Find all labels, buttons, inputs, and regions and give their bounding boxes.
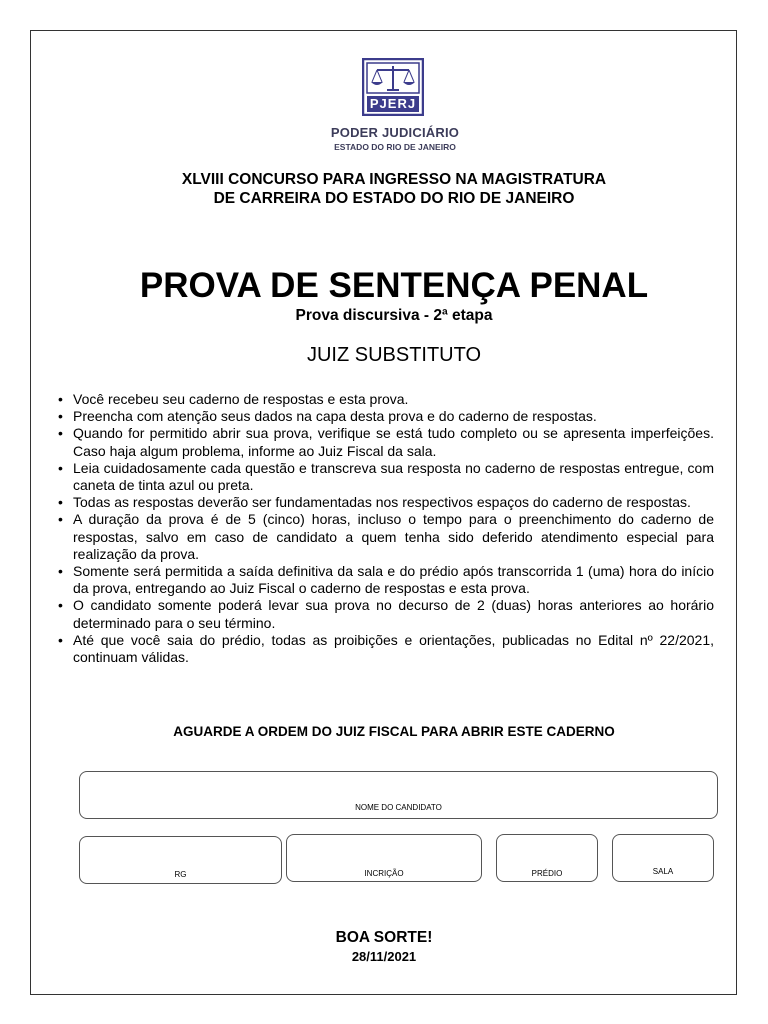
exam-subtitle: Prova discursiva - 2ª etapa xyxy=(295,307,493,324)
instruction-item: • Leia cuidadosamente cada questão e transcreva sua resposta no caderno de respostas entregue, com caneta de tinta azul ou preta. xyxy=(56,460,714,494)
instruction-item: • Somente será permitida a saída definitiva da sala e do prédio após transcorrida 1 (uma) hora do início da prova, entregando ao Juiz Fiscal o caderno de respostas e esta prova. xyxy=(56,563,714,597)
rg-label: RG xyxy=(174,870,187,879)
building-label: PRÉDIO xyxy=(531,869,563,878)
org-state: ESTADO DO RIO DE JANEIRO xyxy=(334,142,456,152)
await-notice: AGUARDE A ORDEM DO JUIZ FISCAL PARA ABRIR ESTE CADERNO xyxy=(173,724,615,739)
contest-line-1: XLVIII CONCURSO PARA INGRESSO NA MAGISTRATURA xyxy=(181,171,607,188)
instruction-item: • Preencha com atenção seus dados na capa desta prova e do caderno de respostas. xyxy=(56,408,714,425)
exam-date: 28/11/2021 xyxy=(351,949,417,964)
instruction-item: • Todas as respostas deverão ser fundamentadas nos respectivos espaços do caderno de respostas. xyxy=(56,494,714,511)
instruction-item: • A duração da prova é de 5 (cinco) horas, incluso o tempo para o preenchimento do caderno de respostas, salvo em caso de candidato a quem tenha sido deferido atendimento especial para realização da prova. xyxy=(56,511,714,563)
instruction-item: • Até que você saia do prédio, todas as proibições e orientações, publicadas no Edital nº 22/2021, continuam válidas. xyxy=(56,632,714,666)
instructions-list xyxy=(56,391,714,666)
org-name: PODER JUDICIÁRIO xyxy=(330,125,460,140)
candidate-name-field[interactable] xyxy=(79,771,718,819)
contest-line-2: DE CARREIRA DO ESTADO DO RIO DE JANEIRO xyxy=(213,190,575,207)
exam-role: JUIZ SUBSTITUTO xyxy=(306,344,482,366)
good-luck-message: BOA SORTE! xyxy=(335,929,433,946)
registration-label: INCRIÇÃO xyxy=(364,869,404,878)
instruction-item: • Quando for permitido abrir sua prova, verifique se está tudo completo ou se apresenta imperfeições. Caso haja algum problema, informe ao Juiz Fiscal da sala. xyxy=(56,425,714,459)
building-field[interactable] xyxy=(496,834,598,882)
pjerj-logo xyxy=(320,58,470,158)
registration-field[interactable] xyxy=(286,834,482,882)
logo-abbreviation: PJERJ xyxy=(369,96,417,111)
exam-title: PROVA DE SENTENÇA PENAL xyxy=(139,266,649,305)
rg-field[interactable] xyxy=(79,836,282,884)
instruction-item: • Você recebeu seu caderno de respostas e esta prova. xyxy=(56,391,714,408)
candidate-name-label: NOME DO CANDIDATO xyxy=(355,803,442,812)
room-label: SALA xyxy=(652,867,674,876)
contest-heading xyxy=(80,170,708,208)
instruction-item: • O candidato somente poderá levar sua prova no decurso de 2 (duas) horas anteriores ao horário determinado para o seu término. xyxy=(56,597,714,631)
room-field[interactable] xyxy=(612,834,714,882)
